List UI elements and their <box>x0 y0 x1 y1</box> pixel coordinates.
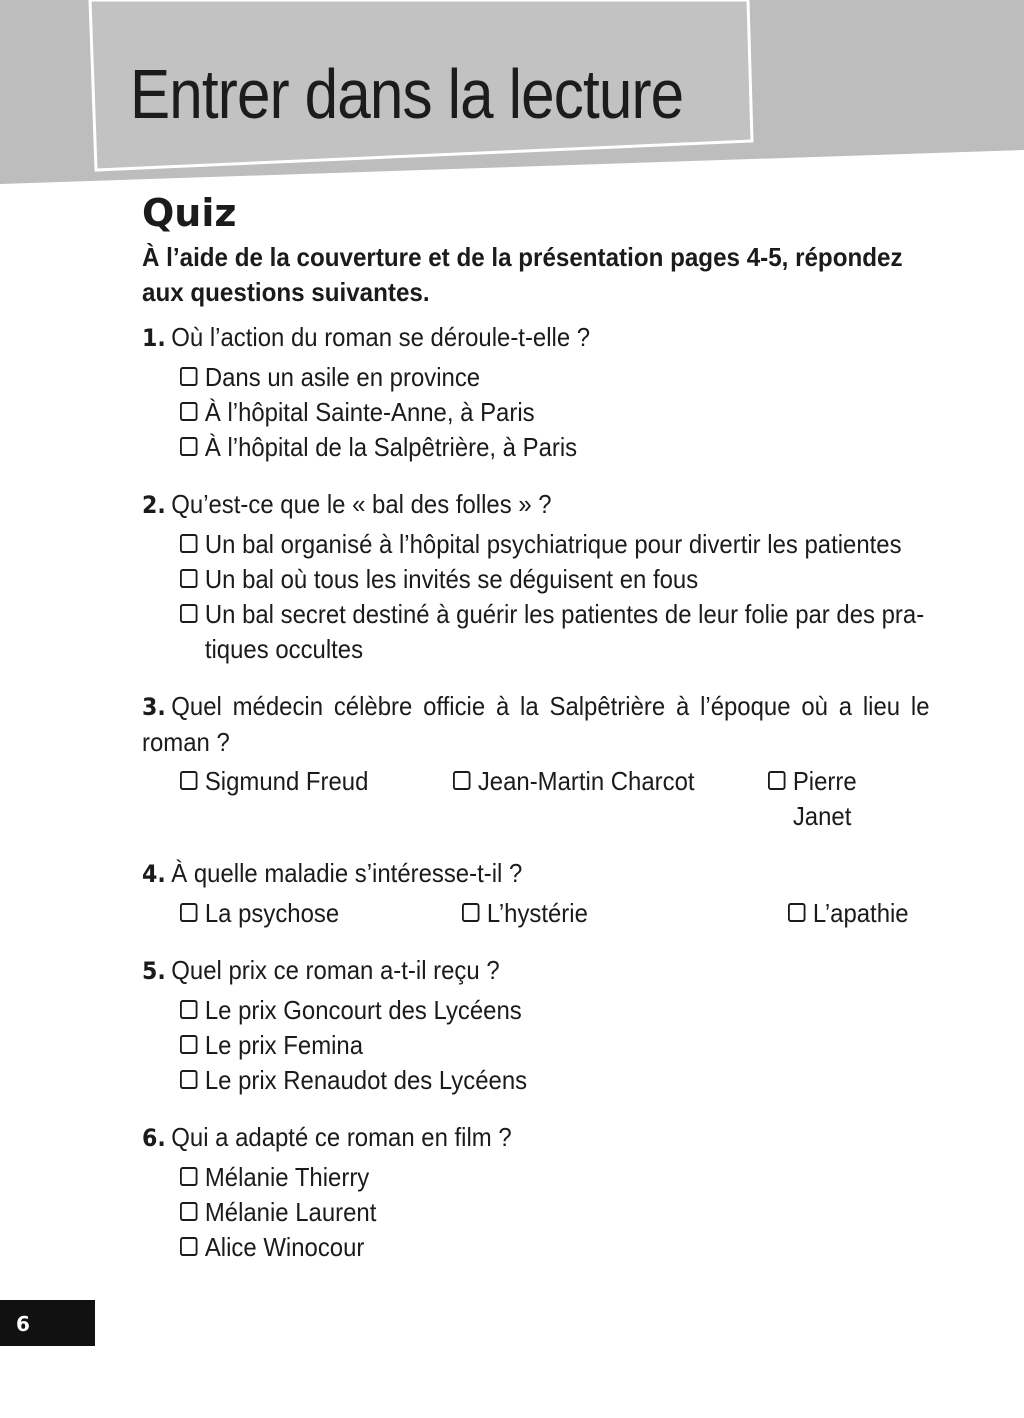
checkbox-icon[interactable] <box>180 604 197 623</box>
option[interactable] <box>180 395 927 430</box>
question-number: 2. <box>142 491 166 519</box>
chapter-title: Entrer dans la lecture <box>130 55 684 133</box>
option-label: Mélanie Laurent <box>204 1197 377 1227</box>
option[interactable] <box>768 764 917 834</box>
question-text <box>142 856 930 892</box>
checkbox-icon[interactable] <box>180 1167 197 1186</box>
header-band <box>0 0 1024 190</box>
question-3 <box>142 689 930 834</box>
checkbox-icon[interactable] <box>180 402 197 421</box>
option-label: Sigmund Freud <box>204 766 369 796</box>
question-number: 4. <box>142 860 166 888</box>
option-label: L’hystérie <box>486 898 588 928</box>
option[interactable] <box>180 1028 927 1063</box>
option-label: Le prix Goncourt des Lycéens <box>204 995 522 1025</box>
checkbox-icon[interactable] <box>180 1202 197 1221</box>
option[interactable] <box>453 764 743 834</box>
question-label: Qui a adapté ce roman en film ? <box>171 1122 512 1152</box>
checkbox-icon[interactable] <box>180 1035 197 1054</box>
options-list <box>180 1160 930 1265</box>
option[interactable] <box>180 527 927 562</box>
option-label: Le prix Femina <box>204 1030 364 1060</box>
checkbox-icon[interactable] <box>180 569 197 588</box>
option-label: À l’hôpital de la Salpêtrière, à Paris <box>204 432 578 462</box>
question-text <box>142 487 930 523</box>
option[interactable] <box>180 430 927 465</box>
question-text <box>142 953 930 989</box>
checkbox-icon[interactable] <box>453 771 470 790</box>
checkbox-icon[interactable] <box>180 367 197 386</box>
option-label: L’apathie <box>812 898 909 928</box>
option[interactable] <box>180 1063 927 1098</box>
option[interactable] <box>180 1160 927 1195</box>
checkbox-icon[interactable] <box>180 1237 197 1256</box>
checkbox-icon[interactable] <box>180 903 197 922</box>
option[interactable] <box>180 562 927 597</box>
options-list <box>180 360 930 465</box>
question-2 <box>142 487 930 667</box>
option[interactable] <box>788 896 909 931</box>
question-number: 5. <box>142 957 166 985</box>
options-list <box>180 896 930 931</box>
checkbox-icon[interactable] <box>180 1070 197 1089</box>
option-label: Mélanie Thierry <box>204 1162 370 1192</box>
question-4 <box>142 856 930 931</box>
question-number: 6. <box>142 1124 166 1152</box>
option-label: Pierre Janet <box>793 766 857 831</box>
quiz-title: Quiz <box>142 191 237 235</box>
question-label: À quelle maladie s’intéresse-t-il ? <box>171 858 523 888</box>
checkbox-icon[interactable] <box>180 437 197 456</box>
checkbox-icon[interactable] <box>768 771 785 790</box>
question-label: Quel prix ce roman a-t-il reçu ? <box>171 955 500 985</box>
option-label: Jean-Martin Charcot <box>477 766 695 796</box>
question-label: Qu’est-ce que le « bal des folles » ? <box>171 489 552 519</box>
question-text <box>142 689 930 760</box>
option[interactable] <box>180 764 431 834</box>
option[interactable] <box>180 896 439 931</box>
option-label: Alice Winocour <box>204 1232 365 1262</box>
option-label: Le prix Renaudot des Lycéens <box>204 1065 528 1095</box>
page-number-tab <box>0 1300 95 1346</box>
checkbox-icon[interactable] <box>180 534 197 553</box>
options-list <box>180 764 930 834</box>
checkbox-icon[interactable] <box>788 903 805 922</box>
question-label: Quel médecin célèbre officie à la Salpêtrière à l’époque où a lieu le roman ? <box>142 691 930 757</box>
checkbox-icon[interactable] <box>462 903 479 922</box>
option[interactable] <box>180 993 927 1028</box>
checkbox-icon[interactable] <box>180 771 197 790</box>
question-label: Où l’action du roman se déroule-t-elle ? <box>171 322 591 352</box>
option-label: Un bal où tous les invités se déguisent en fous <box>204 564 699 594</box>
page-number: 6 <box>16 1312 30 1336</box>
question-5 <box>142 953 930 1098</box>
options-list <box>180 527 930 667</box>
options-list <box>180 993 930 1098</box>
question-1 <box>142 320 930 465</box>
question-text <box>142 320 930 356</box>
quiz-instructions: À l’aide de la couverture et de la présentation pages 4-5, répondez aux questions suivantes. <box>142 242 903 307</box>
question-6 <box>142 1120 930 1265</box>
option-label: Un bal organisé à l’hôpital psychiatrique pour divertir les patientes <box>204 529 902 559</box>
question-text <box>142 1120 930 1156</box>
option[interactable] <box>180 1195 927 1230</box>
option[interactable] <box>180 360 927 395</box>
quiz-section <box>142 190 930 1287</box>
question-number: 3. <box>142 693 166 721</box>
option-label: À l’hôpital Sainte-Anne, à Paris <box>204 397 535 427</box>
option[interactable] <box>180 1230 927 1265</box>
option[interactable] <box>180 597 927 667</box>
option-label: Un bal secret destiné à guérir les patientes de leur folie par des pra-tiques occultes <box>204 599 925 664</box>
option[interactable] <box>462 896 762 931</box>
option-label: La psychose <box>204 898 340 928</box>
checkbox-icon[interactable] <box>180 1000 197 1019</box>
option-label: Dans un asile en province <box>204 362 481 392</box>
question-number: 1. <box>142 324 166 352</box>
